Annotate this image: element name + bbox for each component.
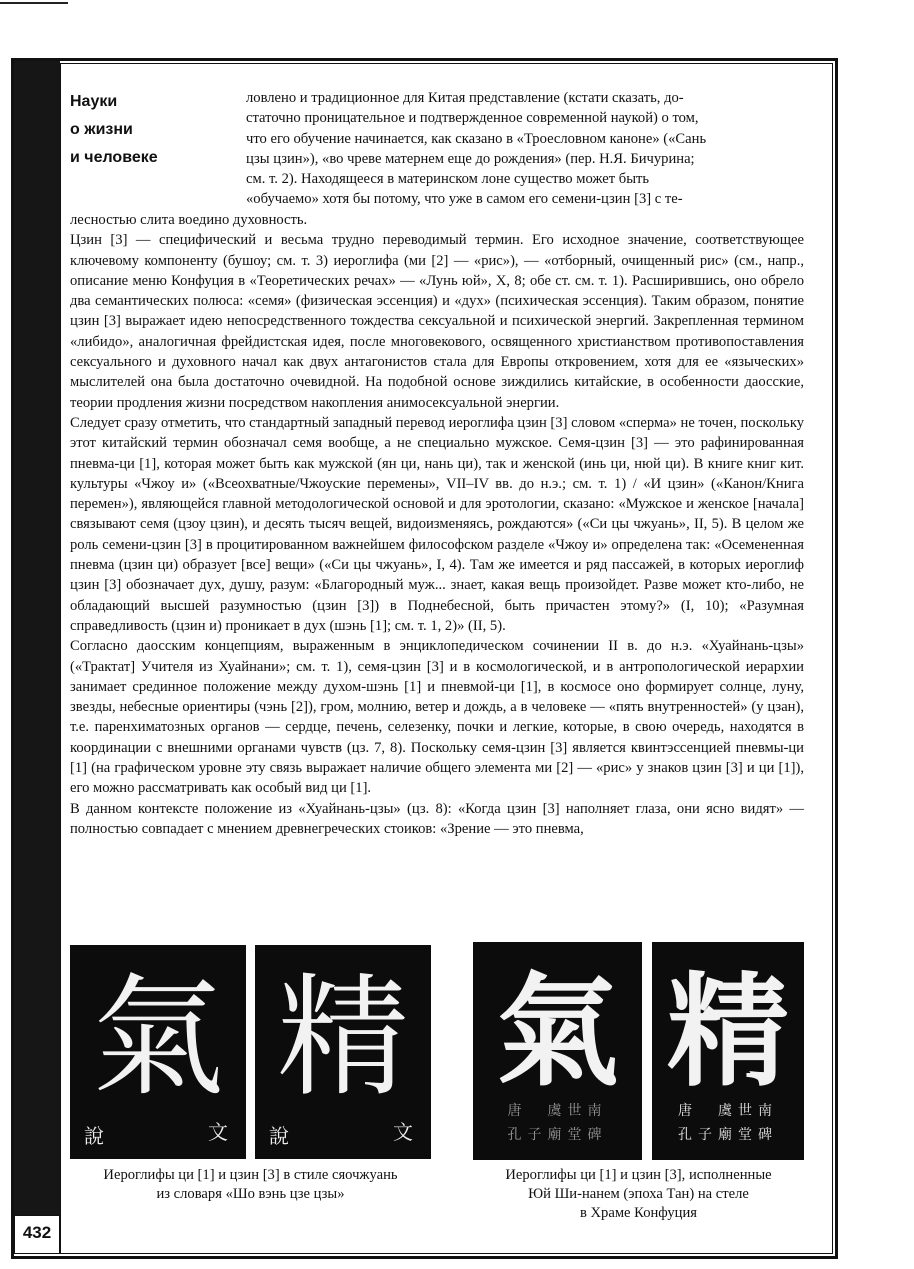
- glyph-qi: 氣: [92, 961, 224, 1115]
- glyph-jing: 精: [277, 961, 409, 1115]
- section-title: [70, 88, 240, 172]
- seal-mark: 文: [393, 1120, 413, 1144]
- figure-caption-left: [70, 1166, 431, 1204]
- seal-mark: 說: [84, 1124, 104, 1148]
- text-line: см. т. 2). Находящееся в материнском лоне существо может быть: [246, 171, 650, 188]
- inscription-line: 唐 虞世南: [678, 1103, 778, 1119]
- figure-qi-stele: [473, 942, 642, 1160]
- figure-jing-seal-script: [255, 945, 431, 1159]
- text-line: статочно проницательное и подтвержденное современной наукой) о том,: [246, 110, 699, 127]
- section-title-line: о жизни: [70, 121, 133, 138]
- text-line: что его обучение начинается, как сказано в «Троесловном каноне» («Сань: [246, 130, 707, 147]
- page-number-box: [14, 1215, 60, 1254]
- glyph-qi: 氣: [496, 961, 619, 1103]
- paragraph: В данном контексте положение из «Хуайнань-цзы» (цз. 8): «Когда цзин [3] наполняет глаза, они ясно видят» — полностью совпадает с мнением древнегреческих стоиков: «Зрение — это пневма,: [70, 800, 804, 837]
- side-tab-mark: [4, 112, 9, 134]
- caption-line: Иероглифы ци [1] и цзин [3], исполненные: [505, 1167, 772, 1183]
- caption-line: в Храме Конфуция: [579, 1205, 698, 1221]
- text-line: «обучаемо» хотя бы потому, что уже в самом его семени-цзин [3] с те-: [246, 191, 683, 208]
- caption-line: Юй Ши-нанем (эпоха Тан) на стеле: [528, 1186, 749, 1202]
- caption-line: из словаря «Шо вэнь цзе цзы»: [156, 1186, 345, 1202]
- section-title-line: и человеке: [70, 149, 158, 166]
- side-bar: [14, 61, 60, 1215]
- text-line: ловлено и традиционное для Китая представление (кстати сказать, до-: [246, 90, 684, 106]
- seal-mark: 說: [269, 1124, 289, 1148]
- glyph-jing: 精: [667, 961, 789, 1103]
- paragraph: Цзин [3] — специфический и весьма трудно переводимый термин. Его исходное значение, соответствующее ключевому компоненту (бушоу; см. т. 3) иероглифа (ми [2] — «рис»), — «отборный, очищенный рис» (см., напр., описание меню Конфуция в «Теоретических речах» — «Лунь юй», X, 8; обе ст. см. т. 1). Расширившись, оно обрело два семантических полюса: «семя» (физическая эссенция) и «дух» (психическая эссенция). Таким образом, понятие цзин [3] выражает идею непосредственного тождества сексуальной и психической энергий. Закрепленная термином «либидо», аналогичная фрейдистская идея, после многовекового, освященного христианством противопоставления сексуального и духовного начал как двух антагонистов стала для Европы откровением, хотя для ее «языческих» мыслителей она была достаточно очевидной. На подобной основе зиждились китайские, в особенности даосские, теории продления жизни посредством накопления анимосексуальной энергии.: [70, 232, 804, 411]
- figure-caption-right: [473, 1166, 804, 1223]
- paragraph: Согласно даосским концепциям, выраженным в энциклопедическом сочинении II в. до н.э. «Хуайнань-цзы» («Трактат] Учителя из Хуайнани»; см. т. 1), семя-цзин [3] и в космологической, и в антропологической иерархии занимает срединное положение между духом-шэнь [1] и пневмой-ци [1], в космосе оно формирует солнце, луну, звезды, небесные ориентиры (чэнь [2]), гром, молнию, ветер и дождь, а в человеке — «пять внутренностей» (у цзан), т.е. паренхиматозных органов — сердце, печень, селезенку, почки и легкие, которые, в свою очередь, находятся в координации с внешними органами чувств (цз. 7, 8). Поскольку семя-цзин [3] является квинтэссенцией пневмы-ци [1] (на графическом уровне эту связь выражает наличие общего элемента ми [2] — «рис» у знаков цзин [3] и ци [1]), его можно рассматривать как особый вид ци [1].: [70, 638, 804, 797]
- top-rule: [0, 2, 68, 4]
- top-paragraph: [246, 88, 804, 210]
- seal-mark: 文: [208, 1120, 228, 1144]
- section-title-line: Науки: [70, 93, 118, 110]
- inscription-line: 唐 虞世南: [507, 1103, 608, 1119]
- inscription-line: 孔子廟堂碑: [678, 1127, 778, 1143]
- page-number: 432: [22, 1223, 52, 1242]
- paragraph: Следует сразу отметить, что стандартный западный перевод иероглифа цзин [3] словом «сперма» не точен, поскольку этот китайский термин обозначал семя вообще, а не специально мужское. Семя-цзин [3] — это рафинированная пневма-ци [1], которая может быть как мужской (ян ци, нань ци), так и женской (инь ци, нюй ци). В книге книг кит. культуры «Чжоу и» («Всеохватные/Чжоуские перемены», VII–IV вв. до н.э.; см. т. 1) / «И цзин» («Канон/Книга перемен»), являющейся главной методологической основой и для эротологии, сказано: «Мужское и женское [начала] связывают семя (цзоу цзин), и десять тысяч вещей, видоизменяясь, рождаются» («Си цы чжуань», II, 5). В целом же роль семени-цзин [3] в процитированном важнейшем философском разделе «Чжоу и» определена так: «Осемененная пневма (цзин ци) образует [все] вещи» («Си цы чжуань», I, 4). Там же имеется и ряд пассажей, в которых иероглиф цзин [3] обозначает дух, душу, разум: «Благородный муж... знает, какая вещь произойдет. Разве может кто-либо, не обладающий высшей разумностью (цзин [3]) в Поднебесной, быть причастен этому?» (I, 10); «Разумная справедливость (цзин и) проникает в дух (шэнь [1]; см. т. 1, 2)» (II, 5).: [70, 414, 805, 634]
- text-line: цзы цзин»), «во чреве матернем еще до рождения» (пер. Н.Я. Бичурина;: [246, 150, 695, 167]
- figure-jing-stele: [652, 942, 804, 1160]
- inscription-line: 孔子廟堂碑: [507, 1127, 608, 1143]
- paragraph: лесностью слита воедино духовность.: [70, 212, 308, 228]
- main-text: [70, 210, 804, 839]
- figure-qi-seal-script: [70, 945, 246, 1159]
- caption-line: Иероглифы ци [1] и цзин [3] в стиле сяочжуань: [103, 1167, 398, 1183]
